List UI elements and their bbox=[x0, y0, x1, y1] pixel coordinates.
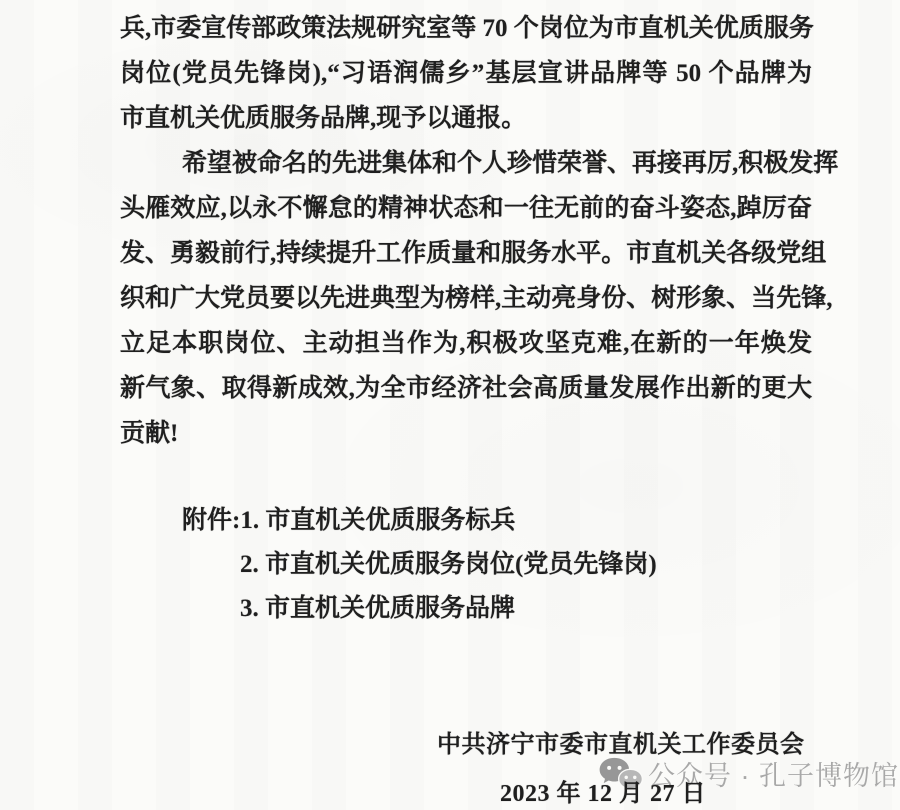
attachment-item: 2. 市直机关优质服务岗位(党员先锋岗) bbox=[240, 551, 657, 578]
body-line: 市直机关优质服务品牌,现予以通报。 bbox=[120, 105, 527, 132]
body-line: 希望被命名的先进集体和个人珍惜荣誉、再接再厉,积极发挥 bbox=[182, 150, 839, 177]
attachment-item: 1. 市直机关优质服务标兵 bbox=[240, 507, 516, 534]
attachment-row bbox=[182, 586, 782, 631]
attachment-label: 附件: bbox=[182, 507, 241, 534]
body-line: 头雁效应,以永不懈怠的精神状态和一往无前的奋斗姿态,踔厉奋 bbox=[120, 195, 812, 222]
body-line: 兵,市委宣传部政策法规研究室等 70 个岗位为市直机关优质服务 bbox=[120, 15, 814, 42]
issuing-authority: 中共济宁市委市直机关工作委员会 bbox=[437, 732, 805, 758]
attachment-row bbox=[182, 498, 782, 543]
issue-date: 2023 年 12 月 27 日 bbox=[500, 781, 706, 807]
attachment-section bbox=[182, 498, 782, 631]
attachment-row bbox=[182, 542, 782, 587]
document-body bbox=[120, 6, 839, 456]
body-line: 岗位(党员先锋岗),“习语润儒乡”基层宣讲品牌等 50 个品牌为 bbox=[120, 60, 812, 87]
body-line: 贡献! bbox=[120, 420, 179, 447]
body-line: 立足本职岗位、主动担当作为,积极攻坚克难,在新的一年焕发 bbox=[120, 330, 812, 357]
watermark-text: 公众号 · 孔子博物馆 bbox=[648, 761, 899, 791]
body-line: 新气象、取得新成效,为全市经济社会高质量发展作出新的更大 bbox=[120, 375, 812, 402]
body-line: 织和广大党员要以先进典型为榜样,主动亮身份、树形象、当先锋, bbox=[120, 285, 833, 312]
attachment-item: 3. 市直机关优质服务品牌 bbox=[240, 595, 516, 622]
body-line: 发、勇毅前行,持续提升工作质量和服务水平。市直机关各级党组 bbox=[120, 240, 827, 267]
